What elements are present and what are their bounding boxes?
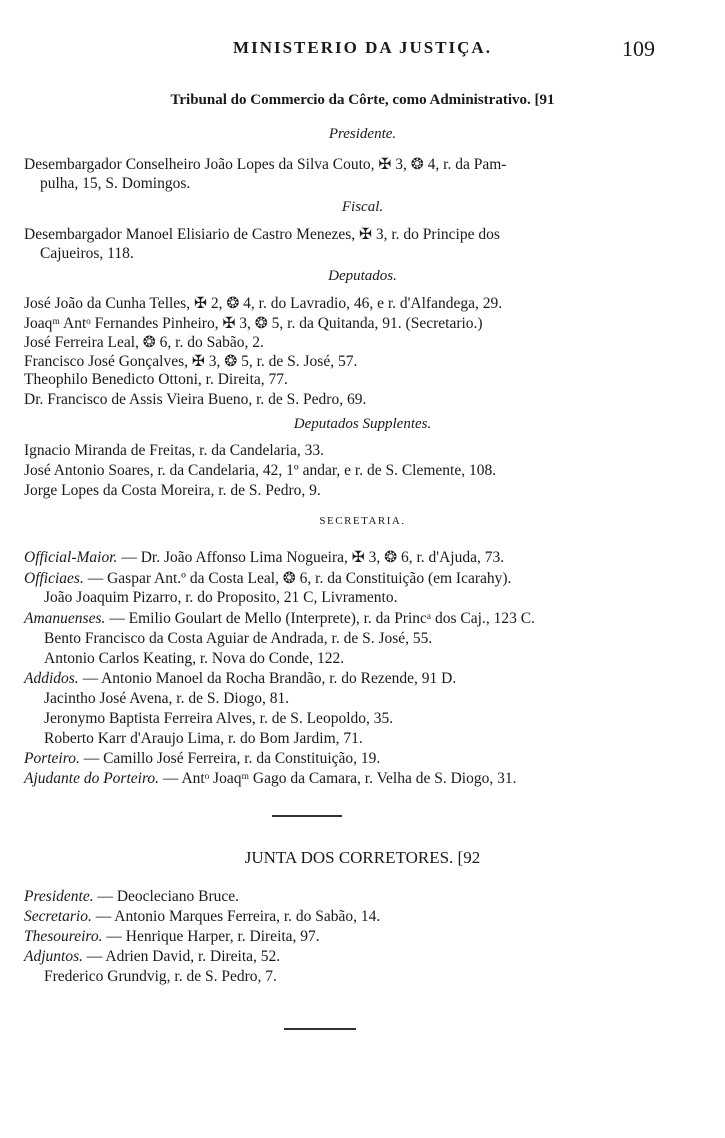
role-label: Secretario. <box>24 908 92 925</box>
entry-text: Antonio Carlos Keating, r. Nova do Conde, 122. <box>44 650 345 667</box>
secretaria-entry <box>44 630 432 648</box>
entry-text: — Emilio Goulart de Mello (Interprete), r. da Princᵃ dos Caj., 123 C. <box>105 610 535 627</box>
secretaria-entry <box>44 730 363 748</box>
entry-text: Jeronymo Baptista Ferreira Alves, r. de S. Leopoldo, 35. <box>44 710 394 727</box>
junta-entry <box>24 908 380 926</box>
presidente-heading: Presidente. <box>328 126 397 142</box>
deputado-entry: Joaqᵐ Antᵒ Fernandes Pinheiro, ✠ 3, ❂ 5, r. da Quitanda, 91. (Secretario.) <box>24 315 483 332</box>
secretaria-entry <box>24 610 535 628</box>
secretaria-entry <box>44 650 344 668</box>
supplente-entry: José Antonio Soares, r. da Candelaria, 42, 1º andar, e r. de S. Clemente, 108. <box>24 462 497 479</box>
secretaria-entry <box>44 710 393 728</box>
role-label: Amanuenses. <box>24 610 106 627</box>
junta-entry <box>24 888 239 906</box>
junta-entry <box>24 928 320 946</box>
secretaria-entry <box>24 569 511 588</box>
entry-text: Bento Francisco da Costa Aguiar de Andrada, r. de S. José, 55. <box>44 630 433 647</box>
fiscal-line-1: Desembargador Manoel Elisiario de Castro Menezes, ✠ 3, r. do Principe dos <box>24 226 500 243</box>
entry-text: — Henrique Harper, r. Direita, 97. <box>102 928 320 945</box>
entry-text: João Joaquim Pizarro, r. do Proposito, 21 C, Livramento. <box>44 589 398 606</box>
entry-text: — Dr. João Affonso Lima Nogueira, ✠ 3, ❂ 6, r. d'Ajuda, 73. <box>117 549 505 566</box>
entry-text: — Antonio Marques Ferreira, r. do Sabão, 14. <box>91 908 381 925</box>
supplente-entry: Jorge Lopes da Costa Moreira, r. de S. Pedro, 9. <box>24 482 321 499</box>
secretaria-entry <box>24 670 456 688</box>
entry-text: Frederico Grundvig, r. de S. Pedro, 7. <box>44 968 277 985</box>
entry-text: Roberto Karr d'Araujo Lima, r. do Bom Jardim, 71. <box>44 730 363 747</box>
deputado-entry: Dr. Francisco de Assis Vieira Bueno, r. de S. Pedro, 69. <box>24 391 367 408</box>
role-label: Adjuntos. <box>24 948 83 965</box>
deputado-entry: Francisco José Gonçalves, ✠ 3, ❂ 5, r. de S. José, 57. <box>24 353 358 370</box>
secretaria-entry <box>44 690 289 708</box>
secretaria-entry <box>24 770 517 788</box>
deputado-entry: Theophilo Benedicto Ottoni, r. Direita, 77. <box>24 371 288 388</box>
role-label: Presidente. <box>24 888 94 905</box>
entry-text: Jacintho José Avena, r. de S. Diogo, 81. <box>44 690 290 707</box>
supplente-entry: Ignacio Miranda de Freitas, r. da Candelaria, 33. <box>24 442 324 459</box>
presidente-line-1: Desembargador Conselheiro João Lopes da Silva Couto, ✠ 3, ❂ 4, r. da Pam- <box>24 156 507 173</box>
deputado-entry: José João da Cunha Telles, ✠ 2, ❂ 4, r. do Lavradio, 46, e r. d'Alfandega, 29. <box>24 295 503 312</box>
presidente-line-2: pulha, 15, S. Domingos. <box>40 175 191 192</box>
role-label: Official-Maior. <box>24 549 118 566</box>
supplentes-heading: Deputados Supplentes. <box>293 416 432 432</box>
tribunal-title: Tribunal do Commercio da Côrte, como Administrativo. [91 <box>170 92 555 108</box>
entry-text: — Camillo José Ferreira, r. da Constituição, 19. <box>79 750 381 767</box>
junta-entry <box>24 948 280 966</box>
running-title: MINISTERIO DA JUSTIÇA. <box>233 38 492 57</box>
fiscal-heading: Fiscal. <box>341 199 384 215</box>
entry-text: — Deocleciano Bruce. <box>93 888 240 905</box>
secretaria-entry <box>24 750 380 768</box>
fiscal-line-2: Cajueiros, 118. <box>40 245 134 262</box>
deputados-heading: Deputados. <box>328 268 397 284</box>
role-label: Ajudante do Porteiro. <box>24 770 160 787</box>
entry-text: — Gaspar Ant.º da Costa Leal, ❂ 6, r. da Constituição (em Icarahy). <box>83 570 512 587</box>
entry-text: — Antonio Manoel da Rocha Brandão, r. do Rezende, 91 D. <box>78 670 457 687</box>
entry-text: — Antᵒ Joaqᵐ Gago da Camara, r. Velha de S. Diogo, 31. <box>159 770 517 787</box>
deputado-entry: José Ferreira Leal, ❂ 6, r. do Sabão, 2. <box>24 334 264 351</box>
role-label: Porteiro. <box>24 750 80 767</box>
section-divider <box>284 1028 356 1030</box>
page-number: 109 <box>622 36 655 61</box>
secretaria-heading: SECRETARIA. <box>319 515 406 527</box>
secretaria-entry <box>44 589 397 607</box>
role-label: Officiaes. <box>24 570 84 587</box>
junta-title: JUNTA DOS CORRETORES. [92 <box>244 848 481 867</box>
junta-entry <box>44 968 277 986</box>
role-label: Addidos. <box>24 670 79 687</box>
secretaria-entry <box>24 548 504 567</box>
section-divider <box>272 815 342 817</box>
role-label: Thesoureiro. <box>24 928 103 945</box>
entry-text: — Adrien David, r. Direita, 52. <box>83 948 281 965</box>
